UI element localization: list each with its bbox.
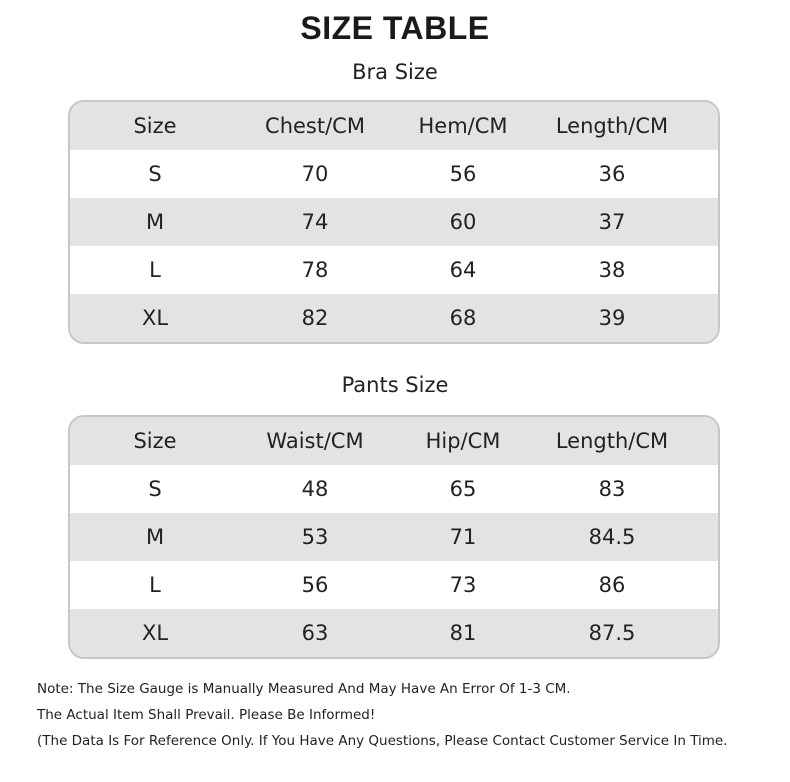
table-cell: XL <box>141 621 169 645</box>
header-cell: Length/CM <box>555 429 669 453</box>
table-cell: M <box>145 525 165 549</box>
table-cell: 86 <box>598 573 626 597</box>
table-cell: 38 <box>598 258 626 282</box>
table-cell: 84.5 <box>588 525 636 549</box>
header-cell: Hip/CM <box>425 429 501 453</box>
table-row <box>70 561 718 609</box>
table-cell: 60 <box>449 210 477 234</box>
table-header-row <box>70 102 718 150</box>
table-cell: 56 <box>301 573 329 597</box>
table-cell: 65 <box>449 477 477 501</box>
table-cell: S <box>148 477 162 501</box>
table-cell: L <box>149 573 161 597</box>
table-cell: L <box>149 258 161 282</box>
table-cell: 81 <box>449 621 477 645</box>
header-cell: Chest/CM <box>265 114 365 138</box>
table-cell: 37 <box>598 210 626 234</box>
note-line: Note: The Size Gauge is Manually Measured And May Have An Error Of 1-3 CM. <box>37 681 571 697</box>
header-cell: Size <box>133 114 177 138</box>
notes-block <box>37 678 728 756</box>
table-cell: 83 <box>598 477 626 501</box>
table-cell: 53 <box>301 525 329 549</box>
table-cell: 39 <box>598 306 626 330</box>
bra-section-title: Bra Size <box>352 60 438 84</box>
table-cell: 64 <box>449 258 477 282</box>
page-title: SIZE TABLE <box>300 10 490 46</box>
table-row <box>70 513 718 561</box>
table-cell: 36 <box>598 162 626 186</box>
table-cell: 82 <box>301 306 329 330</box>
table-cell: M <box>145 210 165 234</box>
table-cell: 87.5 <box>588 621 636 645</box>
table-row <box>70 198 718 246</box>
table-cell: 56 <box>449 162 477 186</box>
table-cell: XL <box>141 306 169 330</box>
table-row <box>70 150 718 198</box>
table-cell: 71 <box>449 525 477 549</box>
table-row <box>70 609 718 657</box>
table-row <box>70 246 718 294</box>
pants-section-title: Pants Size <box>341 373 449 397</box>
table-cell: 48 <box>301 477 329 501</box>
pants-size-table <box>68 415 720 659</box>
table-row <box>70 465 718 513</box>
table-cell: 73 <box>449 573 477 597</box>
header-cell: Length/CM <box>555 114 669 138</box>
note-line: The Actual Item Shall Prevail. Please Be Informed! <box>37 707 376 723</box>
header-cell: Hem/CM <box>418 114 508 138</box>
bra-size-table <box>68 100 720 344</box>
table-row <box>70 294 718 342</box>
note-line: (The Data Is For Reference Only. If You Have Any Questions, Please Contact Customer Service In Time. <box>37 733 728 749</box>
table-cell: S <box>148 162 162 186</box>
table-cell: 68 <box>449 306 477 330</box>
header-cell: Waist/CM <box>266 429 364 453</box>
header-cell: Size <box>133 429 177 453</box>
table-cell: 63 <box>301 621 329 645</box>
table-header-row <box>70 417 718 465</box>
table-cell: 74 <box>301 210 329 234</box>
table-cell: 78 <box>301 258 329 282</box>
table-cell: 70 <box>301 162 329 186</box>
